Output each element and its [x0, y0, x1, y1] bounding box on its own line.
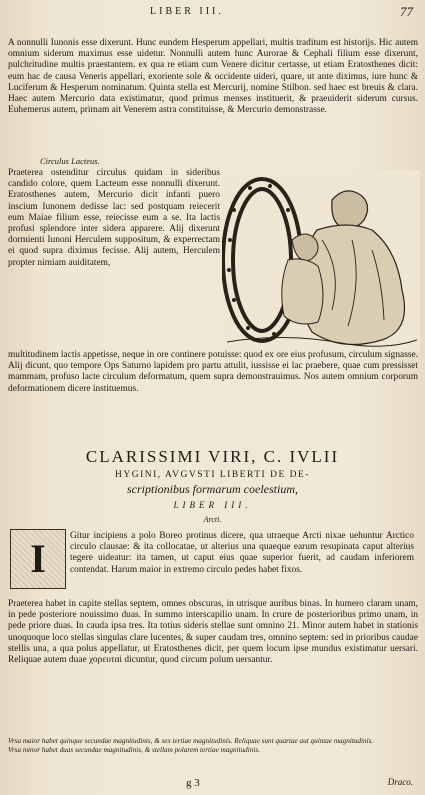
section-heading-circulus: Circulus Lacteus.: [40, 156, 100, 166]
paragraph-milky-way: Praeterea ostenditur circulus quidam in sideribus candido colore, quem Lacteum esse nonnulli dixerunt. Eratosthenes autem, Mercurio dicit infanti puero inscium Iunonem dedisse lac: sed postquam reiecerit eum Maiae filium esse, reiecisse eum a se. Ita lactis profusi splendore inter sidera apparere. Alij dixerunt dormienti Iunoni Herculem suppositum, & experrectam ei quod supra diximus fecisse. Alij autem, Herculem propter nimiam auiditatem,: [8, 168, 220, 268]
paragraph-hesperus: A nonnulli Iunonis esse dixerunt. Hunc eundem Hesperum appellari, multis traditum est historijs. Hic autem omnium siderum maximus esse uidetur. Nonnulli autem hunc Aurorae & Cephali filium esse dixerunt, pulchritudine multis praestantem. ex qua re etiam cum Venere dicitur certasse, ut etiam Eratosthenes dicit: eum hac de causa Veneris appellari, exoriente sole & occidente uideri, quare, ut ante diximus, iure hunc & Luciferum & Hesperum nominatum. Quinta stella est Mercurij, nomine Stilbon. sed haec est breuis & clara. Haec autem Mercurio data existimatur, quod primus menses instituerit, & praeuiderit siderum cursus. Euhemerus autem, primam ait Venerem astra constituisse, & Mercurio demonstrasse.: [8, 38, 418, 116]
marginal-notes: [8, 737, 418, 755]
note-ursa-minor: Vrsa minor habet duas secundae magnitudinis, & stellam polarem tertiae magnitudinis.: [8, 746, 260, 754]
catchword: Draco.: [387, 777, 413, 787]
chapter-heading-arcti: Arcti.: [203, 515, 222, 524]
book-title-line-1: CLARISSIMI VIRI, C. IVLII: [85, 447, 340, 466]
book-title-line-3: scriptionibus formarum coelestium,: [127, 482, 298, 496]
milky-way-woodcut-illustration: [222, 170, 420, 352]
paragraph-arcti-stars: Praeterea habet in capite stellas septem, omnes obscuras, in utrisque auribus binas. In humero claram unam, in pede posteriore nouissimo duas. In summo interscapilio unam. In crure de posterioribus primo unam, in pede priore duas. In cauda ipsa tres. Ita totius sideris stellae sunt omnino 21. Minor autem habet in stationis unoquoque loco stellas singulas clare lucentes, & super caudam tres, omnino septem: sed in prioribus caudae stellis una, a qua polus appellatur, ut Eratosthenes dicit, per quem locum ipse mundus existimatur uersari. Reliquae autem duae χορευταί dicuntur, quod circum polum uersantur.: [8, 599, 418, 666]
paragraph-arcti-intro: Gitur incipiens a polo Boreo protinus dicere, qua utraeque Arcti nixae uehuntur Arctico circulo clausae: & ita collocatae, ut alterius una quaeque earum resupinata caput alterius tegere uideatur: ita tamen, ut caput eius quae superior fuerit, ad caudam inferiorem contendat. Harum maior in extremo circulo pedes habet fixos.: [70, 531, 414, 575]
initial-letter: I: [11, 530, 65, 588]
page-footer: [0, 777, 425, 791]
paragraph-milky-way-continued: multitudinem lactis appetisse, neque in ore continere potuisse: quod ex ore eius profusum, circulum signasse. Alij dicunt, quo tempore Ops Saturno lapidem pro partu attulit, iussisse ei lac praebere, quae cum pressisset mammam, profuso lacte circulum deformatum, quem supra demonstrauimus. Nos autem omnium corporum deformationem dicere instituemus.: [8, 350, 418, 394]
page-number: 77: [400, 4, 413, 19]
book-title-line-2: HYGINI, AVGVSTI LIBERTI DE DE-: [115, 470, 310, 480]
book-number: LIBER III.: [173, 500, 252, 510]
note-ursa-major: Vrsa maior habet quinque secundae magnitudinis, & sex tertiae magnitudinis. Reliquae sunt quartae aut quintae magnitudinis.: [8, 737, 374, 745]
decorated-initial: [10, 529, 66, 589]
running-title: LIBER III.: [150, 6, 224, 17]
running-header: [0, 6, 425, 22]
signature-mark: g 3: [186, 777, 200, 789]
